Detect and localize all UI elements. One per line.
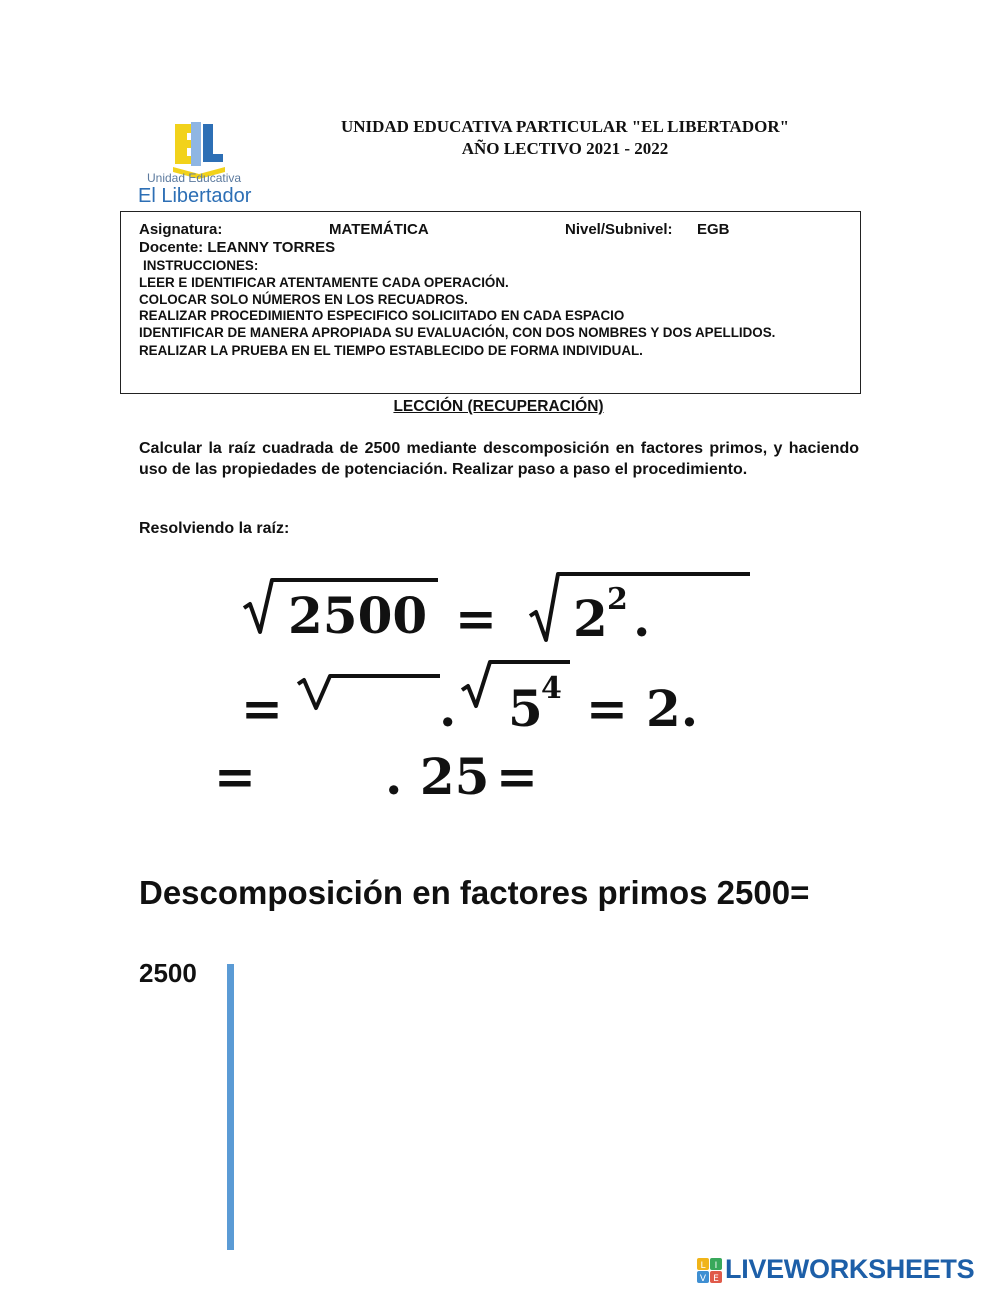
lesson-prompt: Calcular la raíz cuadrada de 2500 mediante descomposición en factores primos, y haciendo uso de las propiedades de potenciación. Realizar paso a paso el procedimiento. — [139, 440, 859, 478]
instruction-item: LEER E IDENTIFICAR ATENTAMENTE CADA OPERACIÓN. — [139, 275, 509, 290]
instruction-item: REALIZAR PROCEDIMIENTO ESPECIFICO SOLICIITADO EN CADA ESPACIO — [139, 308, 625, 323]
lesson-title: LECCIÓN (RECUPERACIÓN) — [393, 398, 604, 415]
school-name: UNIDAD EDUCATIVA PARTICULAR "EL LIBERTADOR" — [340, 117, 790, 136]
dot-operator: . — [439, 679, 457, 738]
exponent-2: 2 — [607, 582, 628, 617]
solving-label: Resolviendo la raíz: — [139, 520, 290, 537]
level-label: Nivel/Subnivel: — [565, 221, 673, 238]
base-5: 5 — [508, 679, 543, 738]
instructions-label: INSTRUCCIONES: — [143, 258, 259, 273]
instruction-item: REALIZAR LA PRUEBA EN EL TIEMPO ESTABLECIDO DE FORMA INDIVIDUAL. — [139, 343, 643, 358]
result-part: 2. — [646, 679, 699, 738]
dot-operator: . — [633, 589, 651, 648]
instruction-item: COLOCAR SOLO NÚMEROS EN LOS RECUADROS. — [139, 292, 468, 307]
badge-letter: I — [714, 1261, 718, 1271]
radical-sign — [298, 676, 440, 708]
factorization-heading: Descomposición en factores primos 2500= — [139, 874, 810, 911]
equals-sign: = — [455, 589, 497, 648]
product-25: . 25 — [385, 747, 490, 806]
liveworksheets-logo-icon — [697, 1258, 723, 1284]
instruction-item: IDENTIFICAR DE MANERA APROPIADA SU EVALUACIÓN, CON DOS NOMBRES Y DOS APELLIDOS. — [139, 325, 776, 340]
logo-caption-top: Unidad Educativa — [147, 171, 242, 185]
equals-sign: = — [214, 747, 256, 806]
school-year: AÑO LECTIVO 2021 - 2022 — [461, 139, 669, 158]
school-header — [260, 116, 870, 160]
base-2: 2 — [573, 589, 608, 648]
equals-sign: = — [586, 679, 628, 738]
brand-text: LIVEWORKSHEETS — [725, 1254, 975, 1284]
factorization-number: 2500 — [139, 958, 197, 988]
badge-letter: E — [713, 1274, 719, 1284]
equals-sign: = — [496, 747, 538, 806]
equals-sign: = — [241, 679, 283, 738]
subject-value: MATEMÁTICA — [329, 221, 429, 238]
level-value: EGB — [697, 221, 730, 238]
teacher-line: Docente: LEANNY TORRES — [139, 239, 336, 256]
subject-label: Asignatura: — [139, 221, 223, 238]
exponent-4: 4 — [541, 671, 562, 706]
badge-letter: V — [699, 1274, 707, 1284]
logo-caption-bottom: El Libertador — [138, 185, 252, 207]
factorization-divider-line — [227, 964, 234, 1250]
badge-letter: L — [700, 1261, 706, 1271]
radicand-2500: 2500 — [288, 586, 428, 645]
